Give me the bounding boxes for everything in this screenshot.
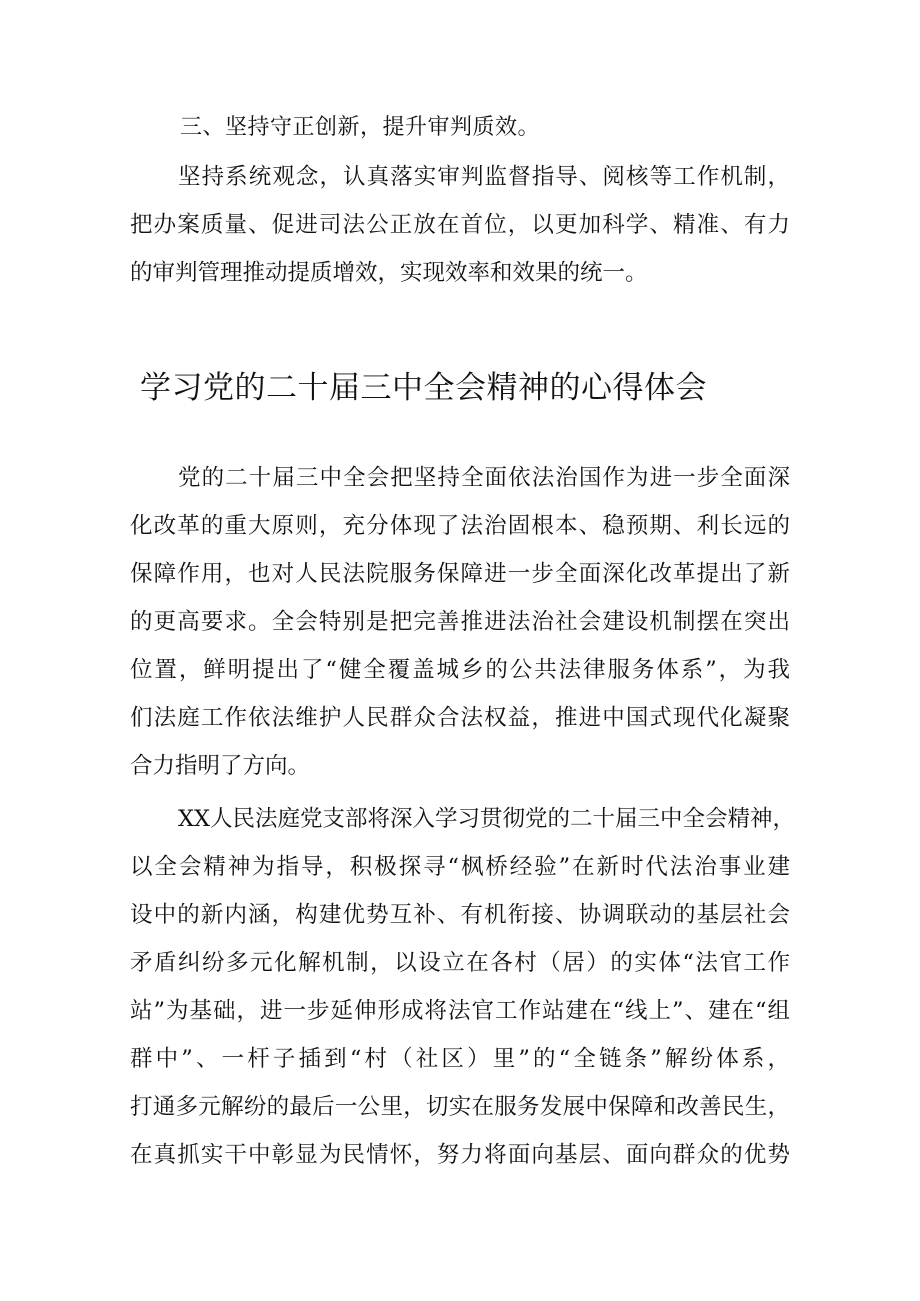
paragraph2-line-1: XX人民法庭党支部将深入学习贯彻党的二十届三中全会精神，	[178, 806, 796, 832]
paragraph2-line-4: 矛盾纠纷多元化解机制，以设立在各村（居）的实体“法官工作	[130, 950, 790, 976]
paragraph2-line-8: 在真抓实干中彰显为民情怀，努力将面向基层、面向群众的优势	[130, 1142, 790, 1168]
article-title: 学习党的二十届三中全会精神的心得体会	[140, 370, 707, 406]
paragraph2-line-7: 打通多元解纷的最后一公里，切实在服务发展中保障和改善民生，	[130, 1094, 790, 1120]
section-line-2: 把办案质量、促进司法公正放在首位，以更加科学、精准、有力	[130, 212, 790, 238]
section-line-3: 的审判管理推动提质增效，实现效率和效果的统一。	[130, 260, 648, 286]
paragraph1-line-6: 们法庭工作依法维护人民群众合法权益，推进中国式现代化凝聚	[130, 705, 790, 731]
paragraph2-line-3: 设中的新内涵，构建优势互补、有机衔接、协调联动的基层社会	[130, 902, 790, 928]
paragraph1-line-3: 保障作用，也对人民法院服务保障进一步全面深化改革提出了新	[130, 561, 790, 587]
section-heading: 三、坚持守正创新，提升审判质效。	[180, 115, 541, 140]
paragraph2-line-5: 站”为基础，进一步延伸形成将法官工作站建在“线上”、建在“组	[130, 998, 790, 1024]
section-line-1: 坚持系统观念，认真落实审判监督指导、阅核等工作机制，	[178, 164, 790, 190]
paragraph2-line-2: 以全会精神为指导，积极探寻“枫桥经验”在新时代法治事业建	[130, 854, 790, 880]
paragraph1-line-1: 党的二十届三中全会把坚持全面依法治国作为进一步全面深	[178, 465, 790, 491]
paragraph2-line-6: 群中”、一杆子插到“村（社区）里”的“全链条”解纷体系，	[130, 1046, 790, 1072]
paragraph1-line-2: 化改革的重大原则，充分体现了法治固根本、稳预期、利长远的	[130, 513, 790, 539]
paragraph1-line-4: 的更高要求。全会特别是把完善推进法治社会建设机制摆在突出	[130, 609, 790, 635]
paragraph1-line-7: 合力指明了方向。	[130, 753, 311, 779]
paragraph1-line-5: 位置，鲜明提出了“健全覆盖城乡的公共法律服务体系”，为我	[130, 657, 790, 683]
